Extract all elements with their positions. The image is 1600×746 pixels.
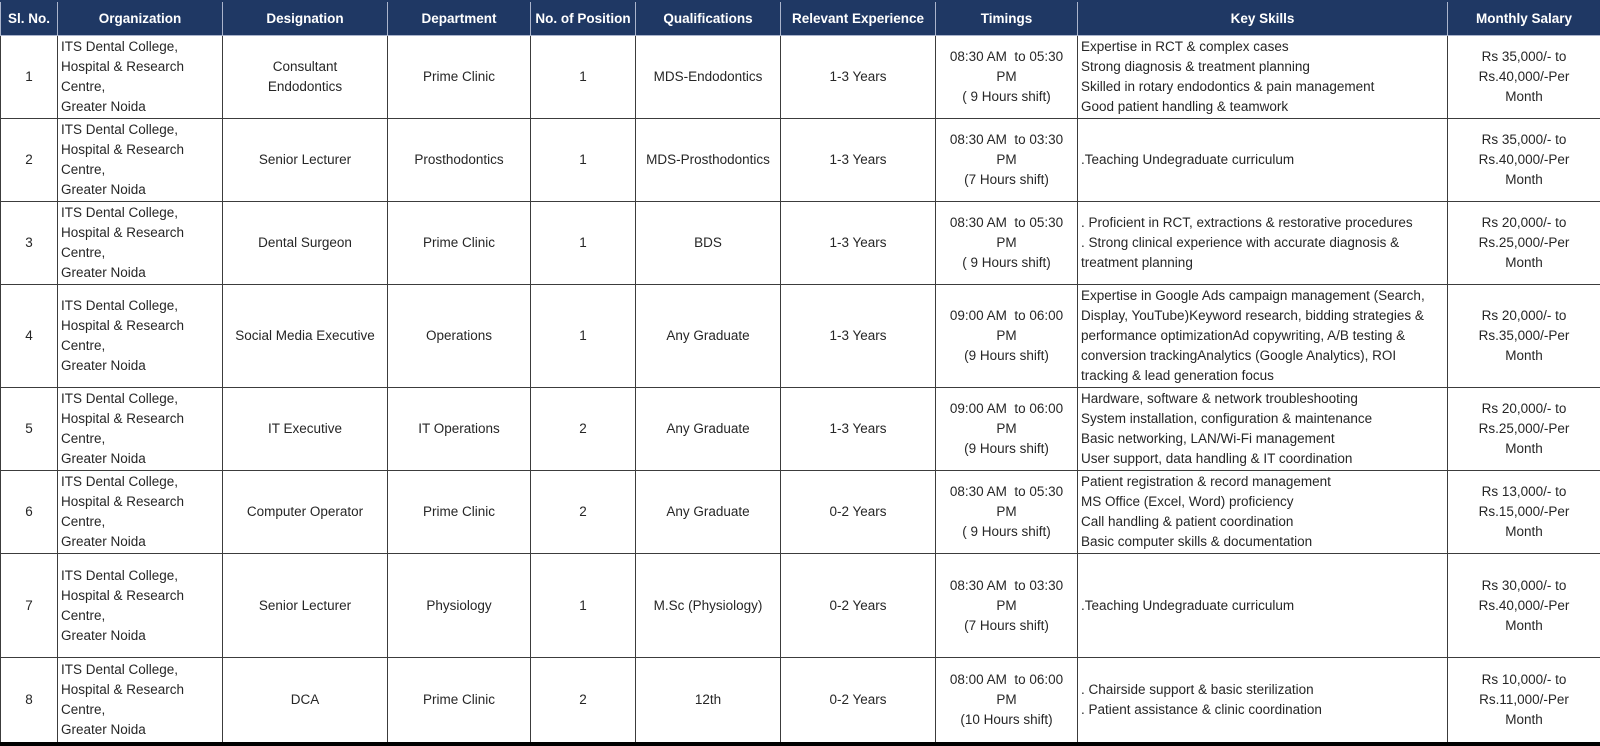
cell-salary-line: Rs.40,000/-Per [1451, 150, 1597, 170]
cell-designation-line: Endodontics [226, 77, 384, 97]
cell-salary-line: Rs 20,000/- to [1451, 213, 1597, 233]
cell-org [58, 388, 223, 471]
cell-org-line: Centre, [61, 160, 219, 180]
cell-timings-line: ( 9 Hours shift) [939, 253, 1074, 273]
cell-org-line: Hospital & Research [61, 223, 219, 243]
cell-salary-line: Rs.35,000/-Per [1451, 326, 1597, 346]
cell-designation [223, 119, 388, 202]
table-row [1, 471, 1600, 554]
cell-experience: 1-3 Years [781, 388, 936, 471]
cell-experience: 1-3 Years [781, 119, 936, 202]
header-row [1, 1, 1600, 36]
header-qualifications: Qualifications [636, 1, 781, 36]
cell-timings [936, 388, 1078, 471]
cell-timings-line: PM [939, 150, 1074, 170]
cell-salary-line: Rs 13,000/- to [1451, 482, 1597, 502]
cell-qualification: 12th [636, 658, 781, 744]
header-relevant-experience: Relevant Experience [781, 1, 936, 36]
cell-org [58, 119, 223, 202]
cell-skills-line: Basic computer skills & documentation [1081, 532, 1444, 552]
cell-designation [223, 388, 388, 471]
cell-org-line: Centre, [61, 336, 219, 356]
cell-qualification: Any Graduate [636, 285, 781, 388]
cell-org-line: Centre, [61, 429, 219, 449]
cell-org [58, 471, 223, 554]
cell-sl: 5 [1, 388, 58, 471]
cell-sl: 1 [1, 36, 58, 119]
cell-sl: 3 [1, 202, 58, 285]
cell-org [58, 285, 223, 388]
cell-timings [936, 202, 1078, 285]
cell-department: Prime Clinic [388, 36, 531, 119]
cell-designation-line: DCA [226, 690, 384, 710]
cell-skills-line: Hardware, software & network troubleshooting [1081, 389, 1444, 409]
cell-salary [1448, 554, 1600, 658]
cell-timings-line: 09:00 AM to 06:00 [939, 306, 1074, 326]
cell-org-line: Centre, [61, 512, 219, 532]
cell-salary [1448, 36, 1600, 119]
cell-timings [936, 554, 1078, 658]
cell-org-line: Hospital & Research [61, 586, 219, 606]
table-row [1, 658, 1600, 744]
cell-designation [223, 658, 388, 744]
cell-org-line: Greater Noida [61, 356, 219, 376]
cell-timings-line: 08:30 AM to 05:30 [939, 47, 1074, 67]
cell-org-line: Hospital & Research [61, 316, 219, 336]
table-body [1, 36, 1600, 744]
cell-salary-line: Month [1451, 616, 1597, 636]
cell-department: IT Operations [388, 388, 531, 471]
cell-skills [1078, 658, 1448, 744]
cell-org-line: Centre, [61, 77, 219, 97]
cell-skills-line: . Proficient in RCT, extractions & restorative procedures [1081, 213, 1444, 233]
cell-designation-line: Senior Lecturer [226, 596, 384, 616]
header-sl-no: Sl. No. [1, 1, 58, 36]
cell-skills [1078, 36, 1448, 119]
cell-timings-line: 08:30 AM to 03:30 [939, 130, 1074, 150]
cell-designation [223, 202, 388, 285]
header-designation: Designation [223, 1, 388, 36]
header-no-of-position: No. of Position [531, 1, 636, 36]
cell-salary-line: Rs 35,000/- to [1451, 47, 1597, 67]
cell-skills-line: Expertise in Google Ads campaign management (Search, Display, YouTube)Keyword research, bidding strategies & performance optimizationAd copywriting, A/B testing & conversion trackingAnalytics (Google Analytics), ROI tracking & lead generation focus [1081, 286, 1444, 386]
cell-timings-line: PM [939, 233, 1074, 253]
cell-skills-line: .Teaching Undegraduate curriculum [1081, 150, 1444, 170]
cell-salary [1448, 658, 1600, 744]
cell-org-line: Greater Noida [61, 720, 219, 740]
cell-timings-line: PM [939, 502, 1074, 522]
cell-salary-line: Rs.11,000/-Per [1451, 690, 1597, 710]
cell-skills-line: Expertise in RCT & complex cases [1081, 37, 1444, 57]
cell-salary [1448, 285, 1600, 388]
cell-positions: 1 [531, 554, 636, 658]
cell-department: Prosthodontics [388, 119, 531, 202]
cell-org-line: Hospital & Research [61, 680, 219, 700]
cell-timings [936, 658, 1078, 744]
cell-qualification: BDS [636, 202, 781, 285]
cell-timings-line: 08:30 AM to 03:30 [939, 576, 1074, 596]
cell-experience: 0-2 Years [781, 554, 936, 658]
cell-positions: 2 [531, 658, 636, 744]
cell-skills-line: . Chairside support & basic sterilization [1081, 680, 1444, 700]
cell-skills-line: Skilled in rotary endodontics & pain management [1081, 77, 1444, 97]
cell-experience: 1-3 Years [781, 36, 936, 119]
cell-timings-line: (9 Hours shift) [939, 439, 1074, 459]
cell-timings [936, 285, 1078, 388]
cell-designation-line: Consultant [226, 57, 384, 77]
cell-salary [1448, 202, 1600, 285]
cell-org-line: Hospital & Research [61, 409, 219, 429]
cell-qualification: MDS-Endodontics [636, 36, 781, 119]
header-timings: Timings [936, 1, 1078, 36]
cell-sl: 6 [1, 471, 58, 554]
cell-positions: 1 [531, 119, 636, 202]
cell-org-line: Greater Noida [61, 263, 219, 283]
cell-skills-line: System installation, configuration & maintenance [1081, 409, 1444, 429]
cell-timings-line: 08:30 AM to 05:30 [939, 213, 1074, 233]
cell-timings-line: 09:00 AM to 06:00 [939, 399, 1074, 419]
cell-salary-line: Month [1451, 253, 1597, 273]
cell-skills-line: Patient registration & record management [1081, 472, 1444, 492]
cell-timings-line: (10 Hours shift) [939, 710, 1074, 730]
cell-sl: 4 [1, 285, 58, 388]
table-row [1, 554, 1600, 658]
cell-skills [1078, 554, 1448, 658]
cell-org-line: ITS Dental College, [61, 389, 219, 409]
cell-timings-line: PM [939, 596, 1074, 616]
cell-designation-line: Senior Lecturer [226, 150, 384, 170]
cell-salary-line: Month [1451, 710, 1597, 730]
cell-salary-line: Month [1451, 346, 1597, 366]
cell-timings [936, 36, 1078, 119]
cell-salary [1448, 119, 1600, 202]
cell-timings-line: (7 Hours shift) [939, 170, 1074, 190]
cell-positions: 1 [531, 285, 636, 388]
cell-sl: 7 [1, 554, 58, 658]
cell-timings-line: ( 9 Hours shift) [939, 87, 1074, 107]
cell-org-line: ITS Dental College, [61, 660, 219, 680]
cell-experience: 1-3 Years [781, 202, 936, 285]
cell-skills-line: . Strong clinical experience with accurate diagnosis & treatment planning [1081, 233, 1444, 273]
cell-org-line: Hospital & Research [61, 492, 219, 512]
cell-skills [1078, 471, 1448, 554]
cell-qualification: Any Graduate [636, 471, 781, 554]
cell-org-line: ITS Dental College, [61, 37, 219, 57]
cell-timings-line: ( 9 Hours shift) [939, 522, 1074, 542]
cell-org-line: Greater Noida [61, 532, 219, 552]
cell-timings [936, 471, 1078, 554]
cell-qualification: MDS-Prosthodontics [636, 119, 781, 202]
cell-salary [1448, 471, 1600, 554]
cell-skills-line: Strong diagnosis & treatment planning [1081, 57, 1444, 77]
cell-experience: 1-3 Years [781, 285, 936, 388]
cell-department: Prime Clinic [388, 202, 531, 285]
cell-org [58, 202, 223, 285]
cell-skills [1078, 388, 1448, 471]
cell-salary-line: Rs 20,000/- to [1451, 306, 1597, 326]
cell-experience: 0-2 Years [781, 658, 936, 744]
cell-salary-line: Rs.40,000/-Per [1451, 596, 1597, 616]
header-department: Department [388, 1, 531, 36]
cell-positions: 2 [531, 388, 636, 471]
header-key-skills: Key Skills [1078, 1, 1448, 36]
cell-salary-line: Rs.40,000/-Per [1451, 67, 1597, 87]
table-row [1, 388, 1600, 471]
header-organization: Organization [58, 1, 223, 36]
cell-salary-line: Rs 10,000/- to [1451, 670, 1597, 690]
cell-qualification: M.Sc (Physiology) [636, 554, 781, 658]
cell-org-line: Greater Noida [61, 449, 219, 469]
cell-timings-line: PM [939, 690, 1074, 710]
cell-salary-line: Rs 20,000/- to [1451, 399, 1597, 419]
table-row [1, 202, 1600, 285]
cell-org-line: ITS Dental College, [61, 120, 219, 140]
table-row [1, 36, 1600, 119]
cell-salary-line: Rs.15,000/-Per [1451, 502, 1597, 522]
cell-org-line: ITS Dental College, [61, 472, 219, 492]
cell-org-line: Greater Noida [61, 626, 219, 646]
cell-timings [936, 119, 1078, 202]
table-row [1, 119, 1600, 202]
cell-positions: 1 [531, 36, 636, 119]
cell-timings-line: PM [939, 67, 1074, 87]
table-header [1, 1, 1600, 36]
cell-designation-line: IT Executive [226, 419, 384, 439]
cell-org-line: Centre, [61, 700, 219, 720]
cell-qualification: Any Graduate [636, 388, 781, 471]
cell-skills-line: User support, data handling & IT coordination [1081, 449, 1444, 469]
cell-experience: 0-2 Years [781, 471, 936, 554]
cell-designation-line: Dental Surgeon [226, 233, 384, 253]
cell-department: Prime Clinic [388, 471, 531, 554]
cell-org [58, 36, 223, 119]
cell-salary-line: Month [1451, 87, 1597, 107]
cell-skills-line: .Teaching Undegraduate curriculum [1081, 596, 1444, 616]
cell-skills [1078, 119, 1448, 202]
cell-department: Prime Clinic [388, 658, 531, 744]
cell-timings-line: (7 Hours shift) [939, 616, 1074, 636]
table-row [1, 285, 1600, 388]
cell-org-line: Hospital & Research [61, 140, 219, 160]
cell-sl: 8 [1, 658, 58, 744]
cell-org-line: ITS Dental College, [61, 566, 219, 586]
cell-timings-line: PM [939, 326, 1074, 346]
cell-salary-line: Rs.25,000/-Per [1451, 233, 1597, 253]
cell-salary-line: Month [1451, 522, 1597, 542]
cell-timings-line: (9 Hours shift) [939, 346, 1074, 366]
cell-positions: 1 [531, 202, 636, 285]
cell-sl: 2 [1, 119, 58, 202]
cell-skills-line: Basic networking, LAN/Wi-Fi management [1081, 429, 1444, 449]
cell-org-line: ITS Dental College, [61, 296, 219, 316]
cell-skills-line: Call handling & patient coordination [1081, 512, 1444, 532]
cell-salary-line: Rs 30,000/- to [1451, 576, 1597, 596]
cell-skills-line: Good patient handling & teamwork [1081, 97, 1444, 117]
cell-org-line: Greater Noida [61, 180, 219, 200]
cell-org [58, 658, 223, 744]
cell-skills [1078, 202, 1448, 285]
cell-org [58, 554, 223, 658]
cell-salary-line: Month [1451, 439, 1597, 459]
cell-org-line: Centre, [61, 243, 219, 263]
cell-department: Operations [388, 285, 531, 388]
cell-timings-line: 08:30 AM to 05:30 [939, 482, 1074, 502]
cell-timings-line: 08:00 AM to 06:00 [939, 670, 1074, 690]
cell-designation [223, 285, 388, 388]
cell-designation-line: Computer Operator [226, 502, 384, 522]
cell-salary-line: Rs 35,000/- to [1451, 130, 1597, 150]
cell-positions: 2 [531, 471, 636, 554]
cell-org-line: Hospital & Research [61, 57, 219, 77]
cell-org-line: Greater Noida [61, 97, 219, 117]
cell-skills-line: . Patient assistance & clinic coordination [1081, 700, 1444, 720]
cell-org-line: ITS Dental College, [61, 203, 219, 223]
cell-designation [223, 471, 388, 554]
cell-department: Physiology [388, 554, 531, 658]
cell-designation [223, 554, 388, 658]
cell-org-line: Centre, [61, 606, 219, 626]
cell-designation-line: Social Media Executive [226, 326, 384, 346]
cell-timings-line: PM [939, 419, 1074, 439]
cell-designation [223, 36, 388, 119]
cell-salary [1448, 388, 1600, 471]
header-monthly-salary: Monthly Salary [1448, 1, 1600, 36]
cell-skills [1078, 285, 1448, 388]
cell-skills-line: MS Office (Excel, Word) proficiency [1081, 492, 1444, 512]
cell-salary-line: Month [1451, 170, 1597, 190]
cell-salary-line: Rs.25,000/-Per [1451, 419, 1597, 439]
